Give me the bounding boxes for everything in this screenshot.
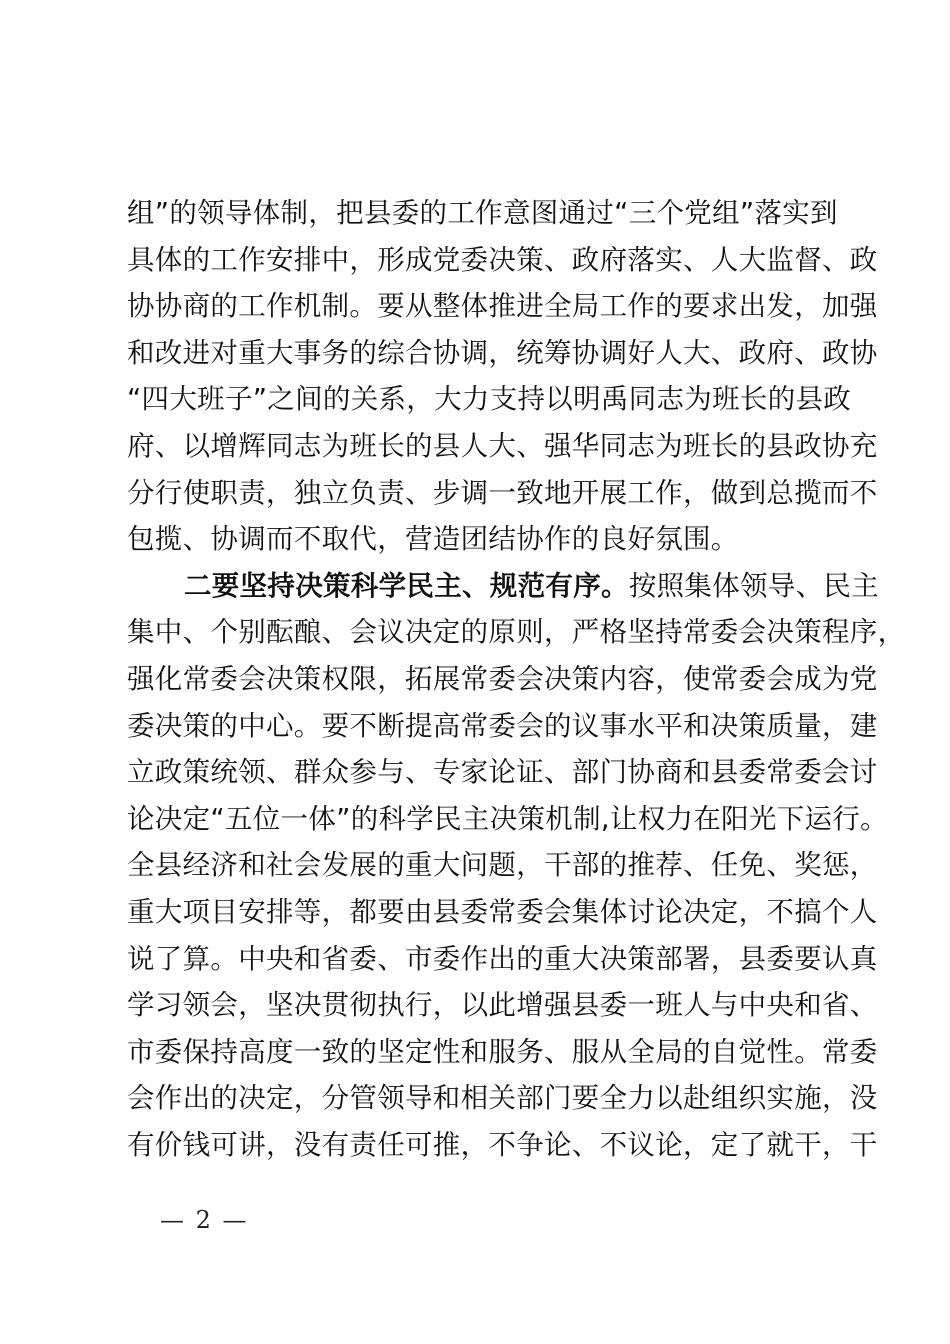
paragraph-2-line-2: 集中、个别酝酿、会议决定的原则，严格坚持常委会决策程序，: [127, 616, 906, 649]
paragraph-2-line-1-rest: 按照集体领导、民主: [628, 569, 880, 602]
paragraph-2-line-4: 委决策的中心。要不断提高常委会的议事水平和决策质量，建: [127, 709, 878, 742]
body-text: [127, 190, 906, 1168]
paragraph-1-line-2: 具体的工作安排中，形成党委决策、政府落实、人大监督、政: [127, 243, 878, 276]
paragraph-2-line-5: 立政策统领、群众参与、专家论证、部门协商和县委常委会讨: [127, 756, 878, 789]
paragraph-2-line-10: 学习领会，坚决贯彻执行，以此增强县委一班人与中央和省、: [127, 989, 878, 1022]
paragraph-2-line-3: 强化常委会决策权限，拓展常委会决策内容，使常委会成为党: [127, 662, 878, 695]
page-number: — 2 —: [160, 1206, 249, 1234]
paragraph-1-line-8: 包揽、协调而不取代，营造团结协作的良好氛围。: [127, 523, 739, 556]
paragraph-1-line-3: 协协商的工作机制。要从整体推进全局工作的要求出发，加强: [127, 290, 878, 323]
paragraph-1-line-4: 和改进对重大事务的综合协调，统筹协调好人大、政府、政协: [127, 336, 878, 369]
paragraph-2-line-11: 市委保持高度一致的坚定性和服务、服从全局的自觉性。常委: [127, 1035, 878, 1068]
paragraph-2-line-6: 论决定“五位一体”的科学民主决策机制,让权力在阳光下运行。: [127, 802, 888, 835]
paragraph-2-line-8: 重大项目安排等，都要由县委常委会集体讨论决定，不搞个人: [127, 895, 878, 928]
paragraph-2-line-9: 说了算。中央和省委、市委作出的重大决策部署，县委要认真: [127, 942, 878, 975]
paragraph-1-line-1: 组”的领导体制，把县委的工作意图通过“三个党组”落实到: [127, 197, 838, 229]
paragraph-2-line-1: [127, 563, 880, 610]
paragraph-2-line-7: 全县经济和社会发展的重大问题，干部的推荐、任免、奖惩，: [127, 849, 878, 882]
paragraph-2-line-12: 会作出的决定，分管领导和相关部门要全力以赴组织实施，没: [127, 1082, 878, 1115]
paragraph-1-line-6: 府、以增辉同志为班长的县人大、强华同志为班长的县政协充: [127, 429, 878, 462]
paragraph-1-line-5: “四大班子”之间的关系，大力支持以明禹同志为班长的县政: [127, 383, 852, 416]
section-heading: 二要坚持决策科学民主、规范有序。: [184, 569, 629, 602]
paragraph-1-line-7: 分行使职责，独立负责、步调一致地开展工作，做到总揽而不: [127, 476, 878, 509]
paragraph-2-line-13: 有价钱可讲，没有责任可推，不争论、不议论，定了就干，干: [127, 1128, 878, 1161]
